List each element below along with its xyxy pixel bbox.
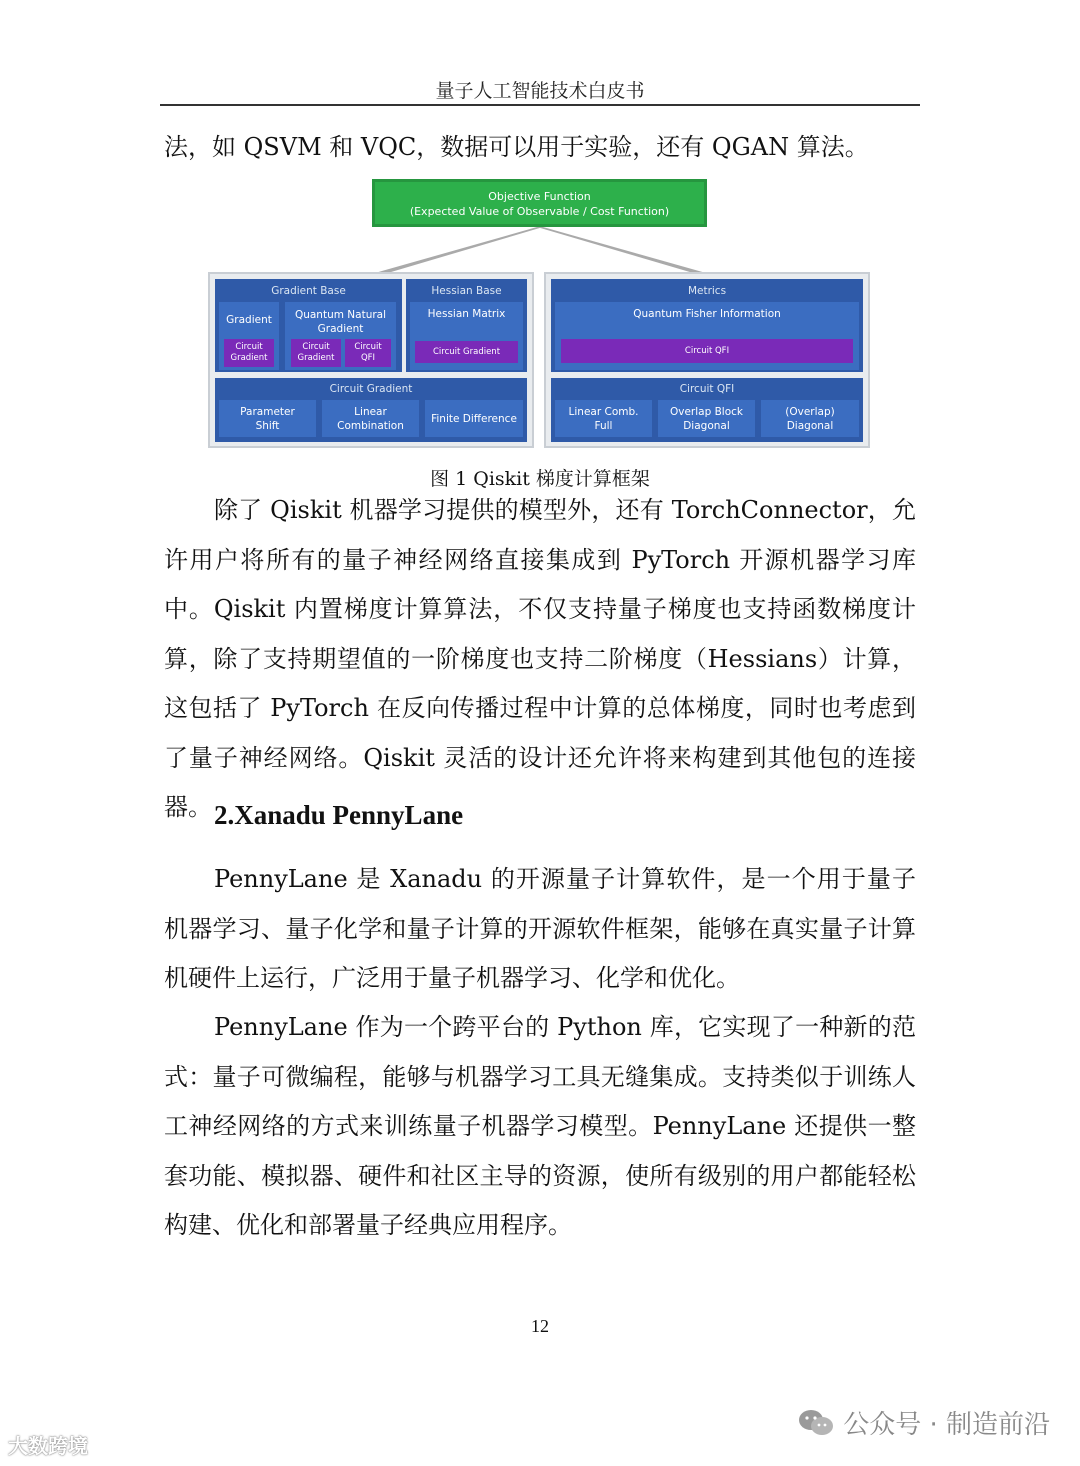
cell-line: Overlap Block <box>669 405 743 418</box>
watermark-right <box>797 1404 1050 1441</box>
gradient-base-title: Gradient Base <box>271 285 346 297</box>
page-number: 12 <box>531 1316 549 1336</box>
qng-circuit-qfi-chip <box>345 339 391 367</box>
chip-line: Circuit <box>302 342 330 352</box>
linear-comb-full-box <box>555 400 652 437</box>
paragraph-pennylane-intro: PennyLane 是 Xanadu 的开源量子计算软件，是一个用于量子机器学习、量子化学和量子计算的开源软件框架，能够在真实量子计算机硬件上运行，广泛用于量子机器学习、化学和优化。 <box>164 865 916 992</box>
qng-line: Quantum Natural <box>294 309 387 321</box>
gradient-circuit-gradient-chip <box>224 339 274 367</box>
overlap-diagonal-box <box>761 400 859 437</box>
linear-combination-box <box>322 400 419 437</box>
left-panel <box>208 272 534 448</box>
running-header-title: 量子人工智能技术白皮书 <box>435 80 645 102</box>
connector-right-arrow <box>537 227 706 275</box>
cell-line: Full <box>594 419 613 432</box>
qiskit-gradient-framework-diagram <box>208 178 872 453</box>
chip-line: QFI <box>360 353 376 363</box>
circuit-qfi-title: Circuit QFI <box>679 383 735 395</box>
right-panel <box>544 272 870 448</box>
paragraph-qiskit: 除了 Qiskit 机器学习提供的模型外，还有 TorchConnector，允许用户将所有的量子神经网络直接集成到 PyTorch 开源机器学习库中。Qiskit 内置梯度计算算法，不仅支持量子梯度也支持函数梯度计算，除了支持期望值的一阶梯度也支持二阶梯度（Hessians）计算，这包括了 PyTorch 在反向传播过程中计算的总体梯度，同时也考虑到了量子神经网络。Qiskit 灵活的设计还允许将来构建到其他包的连接器。 <box>164 496 916 821</box>
cell-line: Parameter <box>240 405 295 418</box>
metrics-box <box>551 279 863 372</box>
hessian-base-box <box>406 279 527 372</box>
chip-line: Gradient <box>297 353 335 363</box>
hessian-base-title: Hessian Base <box>431 285 502 297</box>
objective-title: Objective Function <box>488 190 591 203</box>
objective-subtitle: (Expected Value of Observable / Cost Function) <box>409 205 670 218</box>
paragraph-pennylane-detail: PennyLane 作为一个跨平台的 Python 库，它实现了一种新的范式：量子可微编程，能够与机器学习工具无缝集成。支持类似于训练人工神经网络的方式来训练量子机器学习模型。PennyLane 还提供一整套功能、模拟器、硬件和社区主导的资源，使所有级别的用户都能轻松构建、优化和部署量子经典应用程序。 <box>164 1013 916 1239</box>
qfi-label: Quantum Fisher Information <box>633 308 781 320</box>
qng-label <box>285 306 396 338</box>
chip-line: Circuit <box>235 342 263 352</box>
paragraph-continuation: 法，如 QSVM 和 VQC，数据可以用于实验，还有 QGAN 算法。 <box>164 133 869 161</box>
metrics-circuit-qfi-chip: Circuit QFI <box>561 339 853 363</box>
gradient-base-box <box>215 279 402 372</box>
finite-difference-box: Finite Difference <box>425 400 523 437</box>
cell-line: Combination <box>337 419 404 432</box>
metrics-title: Metrics <box>687 285 727 297</box>
hessian-matrix-label: Hessian Matrix <box>427 308 506 320</box>
qng-line: Gradient <box>317 323 364 335</box>
cell-line: Diagonal <box>786 419 834 432</box>
gradient-label: Gradient <box>226 314 272 326</box>
cell-line: Linear Comb. <box>568 405 639 418</box>
watermark-left: 大数跨境 <box>8 1434 88 1458</box>
wechat-icon <box>797 1408 835 1438</box>
figure-caption: 图 1 Qiskit 梯度计算框架 <box>430 468 650 490</box>
cell-line: Diagonal <box>683 419 730 432</box>
parameter-shift-box <box>219 400 316 437</box>
hessian-circuit-gradient-chip: Circuit Gradient <box>415 341 518 363</box>
qng-circuit-gradient-chip <box>291 339 341 367</box>
connector-left-arrow <box>375 227 543 275</box>
chip-line: Gradient <box>230 353 268 363</box>
objective-function-box <box>372 179 707 227</box>
circuit-qfi-box <box>551 378 863 442</box>
section-heading: 2.Xanadu PennyLane <box>214 800 464 830</box>
cell-line: Linear <box>354 405 387 418</box>
cell-line: Shift <box>255 419 280 432</box>
watermark-right-text: 公众号 · 制造前沿 <box>843 1410 1050 1440</box>
circuit-gradient-title: Circuit Gradient <box>329 383 413 395</box>
header-rule <box>160 104 920 106</box>
cell-line: (Overlap) <box>785 405 835 418</box>
overlap-block-diagonal-box <box>658 400 755 437</box>
circuit-gradient-box <box>215 378 527 442</box>
chip-line: Circuit <box>354 342 382 352</box>
